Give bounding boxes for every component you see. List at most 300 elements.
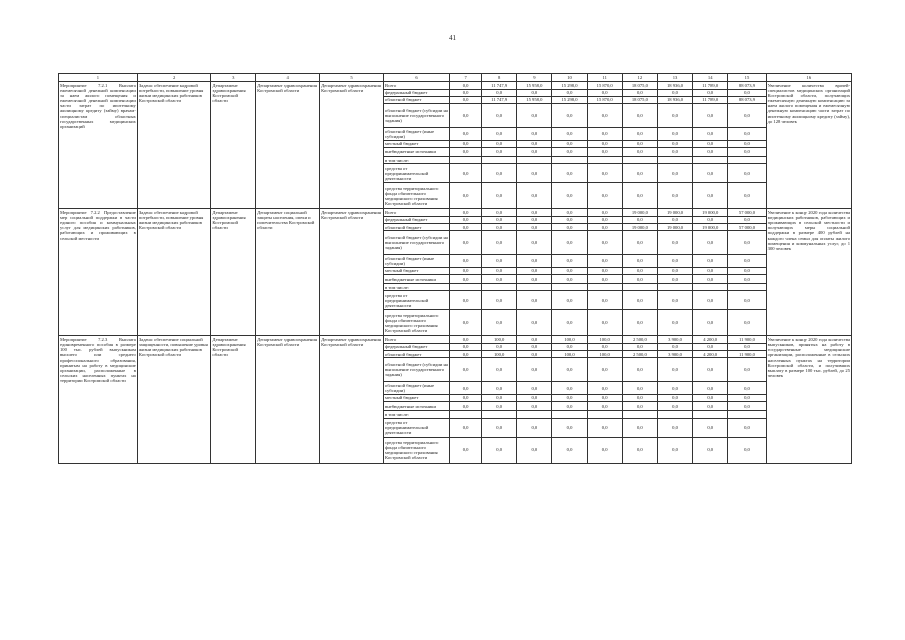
amount-cell: 0,0 [517, 147, 552, 156]
amount-cell: 0,0 [693, 310, 728, 336]
expected-result-cell: Увеличение количества врачей-специалистов медицинских организаций Костромской области, получающих ежемесячную денежную компенсацию за наем жилого помещения и ежемесячную денежную компенсацию части затрат по ипотечному жилищному кредиту (займу), до 128 человек [766, 82, 851, 209]
amount-cell: 0,0 [728, 291, 766, 310]
column-number: 9 [517, 74, 552, 82]
budget-table [58, 73, 852, 464]
amount-cell: 0,0 [587, 394, 622, 401]
amount-cell: 0,0 [657, 382, 692, 394]
amount-cell: 57 000,0 [728, 209, 766, 216]
amount-cell: 0,0 [728, 89, 766, 96]
amount-cell [657, 284, 692, 291]
task-cell: Задача: обеспечение кадровой потребности, повышение уровня жизни медицинских работников Костромской области [137, 82, 211, 209]
customer-cell: Департамент здравоохранения Костромской области [256, 336, 320, 463]
amount-cell: 0,0 [622, 291, 657, 310]
funding-source: областной бюджет [384, 96, 450, 103]
amount-cell: 0,0 [450, 183, 482, 209]
amount-cell: 0,0 [728, 343, 766, 350]
amount-cell [728, 284, 766, 291]
amount-cell: 0,0 [552, 402, 587, 411]
funding-source: областной бюджет (иные субсидии) [384, 255, 450, 267]
amount-cell: 0,0 [657, 183, 692, 209]
amount-cell: 0,0 [552, 267, 587, 274]
page-number: 41 [449, 34, 456, 42]
amount-cell: 0,0 [482, 89, 517, 96]
funding-source: в том числе: [384, 156, 450, 163]
amount-cell: 0,0 [622, 216, 657, 223]
funding-source: местный бюджет [384, 267, 450, 274]
task-cell: Задача: обеспечение социальной защищенности, повышение уровня жизни медицинских работников Костромской области [137, 336, 211, 463]
amount-cell: 0,0 [450, 291, 482, 310]
task-cell: Задача: обеспечение кадровой потребности, повышение уровня жизни медицинских работников Костромской области [137, 209, 211, 336]
amount-cell: 0,0 [587, 418, 622, 437]
amount-cell: 11 789,0 [693, 96, 728, 103]
amount-cell: 0,0 [587, 209, 622, 216]
amount-cell: 0,0 [693, 394, 728, 401]
amount-cell: 0,0 [622, 418, 657, 437]
amount-cell: 0,0 [482, 216, 517, 223]
amount-cell [552, 284, 587, 291]
amount-cell: 0,0 [450, 336, 482, 343]
measure-cell: Мероприятие 7.2.3 Выплата единовременного пособия в размере 100 тыс. рублей выпускникам высшего или среднего профессионального образования, принятым на работу в медицинские организации, расположенные в сельских населенных пунктах на территории Костромской области [59, 336, 138, 463]
amount-cell: 0,0 [482, 382, 517, 394]
amount-cell: 0,0 [517, 104, 552, 128]
amount-cell: 100,0 [587, 336, 622, 343]
amount-cell: 0,0 [728, 164, 766, 183]
amount-cell: 0,0 [657, 231, 692, 255]
amount-cell: 0,0 [657, 402, 692, 411]
amount-cell: 0,0 [482, 147, 517, 156]
amount-cell: 0,0 [552, 209, 587, 216]
amount-cell: 0,0 [517, 275, 552, 284]
amount-cell: 0,0 [450, 394, 482, 401]
expected-result-cell: Увеличение к концу 2020 года количества выпускников, принятых на работу в государственные медицинские организации, расположенные в сельских населенных пунктах на территории Костромской области, и получивших выплату в размере 100 тыс. рублей, до 25 человек [766, 336, 851, 463]
amount-cell: 0,0 [657, 291, 692, 310]
amount-cell: 0,0 [693, 418, 728, 437]
amount-cell: 0,0 [552, 128, 587, 140]
amount-cell [587, 156, 622, 163]
amount-cell: 0,0 [587, 183, 622, 209]
table-body [59, 82, 852, 463]
amount-cell [622, 156, 657, 163]
amount-cell: 0,0 [622, 402, 657, 411]
amount-cell: 0,0 [450, 275, 482, 284]
amount-cell: 0,0 [657, 358, 692, 382]
amount-cell [517, 411, 552, 418]
amount-cell: 3 900,0 [657, 336, 692, 343]
amount-cell [517, 284, 552, 291]
amount-cell: 0,0 [657, 310, 692, 336]
amount-cell: 0,0 [517, 343, 552, 350]
amount-cell: 0,0 [450, 140, 482, 147]
amount-cell [693, 284, 728, 291]
amount-cell: 0,0 [482, 394, 517, 401]
funding-source: внебюджетные источники [384, 275, 450, 284]
funding-source: Всего [384, 209, 450, 216]
amount-cell: 0,0 [482, 231, 517, 255]
funding-source: федеральный бюджет [384, 89, 450, 96]
amount-cell: 0,0 [622, 104, 657, 128]
amount-cell: 0,0 [622, 358, 657, 382]
amount-cell: 0,0 [657, 267, 692, 274]
amount-cell: 0,0 [728, 128, 766, 140]
column-number: 7 [450, 74, 482, 82]
customer-cell: Департамент социальной защиты населения, опеки и попечительства Костромской области [256, 209, 320, 336]
amount-cell: 0,0 [657, 418, 692, 437]
amount-cell: 0,0 [622, 437, 657, 463]
column-number: 14 [693, 74, 728, 82]
amount-cell: 57 000,0 [728, 223, 766, 230]
table-row [59, 82, 852, 89]
amount-cell: 0,0 [552, 382, 587, 394]
column-number: 4 [256, 74, 320, 82]
amount-cell: 0,0 [657, 89, 692, 96]
amount-cell: 0,0 [657, 343, 692, 350]
amount-cell: 0,0 [728, 310, 766, 336]
executor-cell: Департамент здравоохранения Костромской области [320, 82, 384, 209]
column-number: 16 [766, 74, 851, 82]
amount-cell [622, 411, 657, 418]
amount-cell: 15 958,0 [517, 82, 552, 89]
funding-source: средства территориального фонда обязательного медицинского страхования Костромской области [384, 310, 450, 336]
executor-cell: Департамент здравоохранения Костромской области [320, 336, 384, 463]
amount-cell: 18 936,0 [657, 82, 692, 89]
amount-cell [450, 411, 482, 418]
amount-cell: 11 747,9 [482, 96, 517, 103]
amount-cell: 0,0 [657, 216, 692, 223]
amount-cell: 0,0 [450, 82, 482, 89]
amount-cell: 0,0 [728, 216, 766, 223]
funding-source: внебюджетные источники [384, 147, 450, 156]
amount-cell: 11 900,0 [728, 351, 766, 358]
amount-cell: 0,0 [622, 89, 657, 96]
column-number: 5 [320, 74, 384, 82]
amount-cell [728, 156, 766, 163]
amount-cell: 0,0 [622, 382, 657, 394]
amount-cell: 0,0 [517, 394, 552, 401]
funding-source: федеральный бюджет [384, 216, 450, 223]
amount-cell: 0,0 [552, 223, 587, 230]
amount-cell: 0,0 [693, 255, 728, 267]
amount-cell: 0,0 [693, 267, 728, 274]
amount-cell: 0,0 [517, 140, 552, 147]
amount-cell: 0,0 [450, 89, 482, 96]
amount-cell: 0,0 [622, 147, 657, 156]
amount-cell: 0,0 [622, 164, 657, 183]
amount-cell: 0,0 [482, 418, 517, 437]
amount-cell: 0,0 [693, 291, 728, 310]
amount-cell: 0,0 [622, 394, 657, 401]
amount-cell [693, 411, 728, 418]
amount-cell: 0,0 [517, 437, 552, 463]
amount-cell: 0,0 [450, 128, 482, 140]
amount-cell: 0,0 [622, 275, 657, 284]
column-number: 13 [657, 74, 692, 82]
amount-cell: 3 900,0 [657, 351, 692, 358]
amount-cell: 0,0 [728, 418, 766, 437]
amount-cell: 0,0 [657, 140, 692, 147]
amount-cell: 0,0 [552, 147, 587, 156]
amount-cell: 0,0 [693, 402, 728, 411]
amount-cell: 0,0 [517, 336, 552, 343]
amount-cell: 0,0 [482, 104, 517, 128]
customer-cell: Департамент здравоохранения Костромской области [256, 82, 320, 209]
amount-cell: 0,0 [552, 216, 587, 223]
amount-cell: 100,0 [552, 351, 587, 358]
funding-source: областной бюджет [384, 351, 450, 358]
amount-cell: 0,0 [728, 104, 766, 128]
column-number: 2 [137, 74, 211, 82]
amount-cell: 0,0 [587, 104, 622, 128]
amount-cell: 0,0 [552, 358, 587, 382]
amount-cell: 0,0 [482, 275, 517, 284]
amount-cell: 0,0 [728, 255, 766, 267]
amount-cell: 0,0 [552, 310, 587, 336]
amount-cell: 0,0 [657, 128, 692, 140]
funding-source: средства от предпринимательской деятельности [384, 291, 450, 310]
amount-cell: 0,0 [450, 223, 482, 230]
column-number: 10 [552, 74, 587, 82]
funding-source: областной бюджет [384, 223, 450, 230]
amount-cell: 0,0 [693, 128, 728, 140]
amount-cell: 19 000,0 [657, 209, 692, 216]
amount-cell: 0,0 [693, 216, 728, 223]
amount-cell: 0,0 [482, 183, 517, 209]
funding-source: средства от предпринимательской деятельности [384, 418, 450, 437]
funding-source: местный бюджет [384, 140, 450, 147]
amount-cell: 0,0 [482, 343, 517, 350]
amount-cell: 88 073,9 [728, 82, 766, 89]
amount-cell: 0,0 [517, 183, 552, 209]
amount-cell: 0,0 [587, 89, 622, 96]
amount-cell: 0,0 [728, 275, 766, 284]
column-number: 3 [211, 74, 256, 82]
column-number: 8 [482, 74, 517, 82]
amount-cell: 0,0 [552, 140, 587, 147]
amount-cell: 0,0 [450, 310, 482, 336]
amount-cell: 0,0 [482, 310, 517, 336]
amount-cell: 0,0 [693, 147, 728, 156]
amount-cell: 0,0 [657, 394, 692, 401]
amount-cell: 0,0 [657, 437, 692, 463]
amount-cell: 11 747,9 [482, 82, 517, 89]
amount-cell: 0,0 [450, 402, 482, 411]
amount-cell: 0,0 [657, 275, 692, 284]
amount-cell: 19 000,0 [622, 223, 657, 230]
amount-cell: 0,0 [728, 382, 766, 394]
amount-cell: 0,0 [587, 255, 622, 267]
amount-cell: 0,0 [552, 291, 587, 310]
column-number: 1 [59, 74, 138, 82]
amount-cell: 0,0 [693, 437, 728, 463]
amount-cell: 100,0 [587, 351, 622, 358]
amount-cell: 0,0 [587, 437, 622, 463]
measure-cell: Мероприятие 7.2.1 Выплата ежемесячной денежной компенсации за наем жилого помещения и ежемесячной денежной компенсации части затрат по ипотечному жилищному кредиту (займу) врачам-специалистам областных государственных медицинских организаций [59, 82, 138, 209]
funding-source: федеральный бюджет [384, 343, 450, 350]
amount-cell: 0,0 [693, 358, 728, 382]
funding-source: областной бюджет (иные субсидии) [384, 128, 450, 140]
amount-cell: 0,0 [482, 267, 517, 274]
amount-cell: 0,0 [517, 231, 552, 255]
amount-cell [587, 284, 622, 291]
amount-cell: 0,0 [622, 343, 657, 350]
amount-cell: 0,0 [450, 343, 482, 350]
responsible-cell: Департамент здравоохранения Костромской области [211, 209, 256, 336]
amount-cell [517, 156, 552, 163]
amount-cell: 0,0 [728, 183, 766, 209]
amount-cell: 0,0 [450, 216, 482, 223]
funding-source: средства территориального фонда обязательного медицинского страхования Костромской области [384, 183, 450, 209]
amount-cell: 0,0 [552, 89, 587, 96]
amount-cell [482, 411, 517, 418]
funding-source: внебюджетные источники [384, 402, 450, 411]
amount-cell: 0,0 [587, 402, 622, 411]
amount-cell: 0,0 [482, 291, 517, 310]
amount-cell: 100,0 [482, 351, 517, 358]
amount-cell: 0,0 [450, 418, 482, 437]
amount-cell: 0,0 [728, 267, 766, 274]
amount-cell: 0,0 [552, 255, 587, 267]
amount-cell: 0,0 [693, 89, 728, 96]
amount-cell [450, 156, 482, 163]
amount-cell: 0,0 [728, 402, 766, 411]
amount-cell: 0,0 [552, 437, 587, 463]
funding-source: Всего [384, 336, 450, 343]
column-number: 12 [622, 74, 657, 82]
amount-cell: 0,0 [693, 382, 728, 394]
expected-result-cell: Увеличение к концу 2020 года количества медицинских работников, работающих и проживающих в сельской местности и получающих меры социальной поддержки в размере 400 рублей на каждого члена семьи для оплаты жилого помещения и коммунальных услуг, до 1 300 человек [766, 209, 851, 336]
amount-cell: 0,0 [587, 275, 622, 284]
amount-cell: 0,0 [587, 164, 622, 183]
amount-cell: 19 000,0 [693, 223, 728, 230]
amount-cell: 0,0 [517, 89, 552, 96]
amount-cell: 0,0 [693, 231, 728, 255]
amount-cell: 0,0 [622, 310, 657, 336]
amount-cell: 0,0 [450, 147, 482, 156]
amount-cell: 0,0 [450, 104, 482, 128]
amount-cell: 0,0 [552, 343, 587, 350]
amount-cell: 0,0 [517, 418, 552, 437]
amount-cell [622, 284, 657, 291]
amount-cell: 0,0 [587, 267, 622, 274]
executor-cell: Департамент здравоохранения Костромской области [320, 209, 384, 336]
amount-cell: 2 500,0 [622, 351, 657, 358]
amount-cell: 0,0 [517, 128, 552, 140]
amount-cell: 0,0 [517, 382, 552, 394]
amount-cell: 100,0 [482, 336, 517, 343]
amount-cell [587, 411, 622, 418]
amount-cell: 0,0 [622, 140, 657, 147]
responsible-cell: Департамент здравоохранения Костромской области [211, 336, 256, 463]
funding-source: Всего [384, 82, 450, 89]
column-number: 6 [384, 74, 450, 82]
amount-cell: 0,0 [622, 183, 657, 209]
amount-cell: 0,0 [482, 358, 517, 382]
amount-cell: 0,0 [587, 343, 622, 350]
amount-cell: 0,0 [552, 418, 587, 437]
amount-cell: 0,0 [657, 255, 692, 267]
amount-cell: 0,0 [587, 223, 622, 230]
funding-source: средства от предпринимательской деятельности [384, 164, 450, 183]
amount-cell: 0,0 [552, 104, 587, 128]
amount-cell: 0,0 [450, 351, 482, 358]
amount-cell: 0,0 [517, 310, 552, 336]
amount-cell: 0,0 [622, 267, 657, 274]
amount-cell: 0,0 [728, 437, 766, 463]
amount-cell: 0,0 [450, 209, 482, 216]
amount-cell: 0,0 [587, 140, 622, 147]
amount-cell: 0,0 [622, 255, 657, 267]
amount-cell: 15 958,0 [517, 96, 552, 103]
amount-cell: 0,0 [450, 96, 482, 103]
amount-cell: 0,0 [587, 291, 622, 310]
amount-cell: 18 936,0 [657, 96, 692, 103]
amount-cell [482, 284, 517, 291]
funding-source: областной бюджет (субсидии на выполнение государственного задания) [384, 231, 450, 255]
amount-cell: 0,0 [482, 128, 517, 140]
funding-source: областной бюджет (субсидии на выполнение государственного задания) [384, 104, 450, 128]
funding-source: областной бюджет (субсидии на выполнение государственного задания) [384, 358, 450, 382]
amount-cell: 4 200,0 [693, 351, 728, 358]
amount-cell: 0,0 [552, 275, 587, 284]
amount-cell: 0,0 [587, 231, 622, 255]
amount-cell: 0,0 [552, 164, 587, 183]
amount-cell: 0,0 [728, 358, 766, 382]
amount-cell: 0,0 [622, 231, 657, 255]
amount-cell: 0,0 [587, 128, 622, 140]
amount-cell: 0,0 [517, 164, 552, 183]
amount-cell: 15 298,0 [552, 96, 587, 103]
amount-cell [450, 284, 482, 291]
amount-cell: 0,0 [517, 358, 552, 382]
funding-source: в том числе: [384, 411, 450, 418]
amount-cell: 0,0 [693, 140, 728, 147]
measure-cell: Мероприятие 7.2.2 Предоставление мер социальной поддержки в части единого пособия и коммунальных услуг для медицинских работников, работающих и проживающих в сельской местности [59, 209, 138, 336]
column-number-row [59, 74, 852, 82]
amount-cell: 0,0 [693, 183, 728, 209]
amount-cell: 19 000,0 [657, 223, 692, 230]
funding-source: средства территориального фонда обязательного медицинского страхования Костромской области [384, 437, 450, 463]
amount-cell: 0,0 [482, 437, 517, 463]
amount-cell: 0,0 [450, 231, 482, 255]
responsible-cell: Департамент здравоохранения Костромской области [211, 82, 256, 209]
amount-cell: 15 870,0 [587, 82, 622, 89]
table-row [59, 336, 852, 343]
amount-cell: 0,0 [450, 358, 482, 382]
amount-cell: 0,0 [450, 164, 482, 183]
funding-source: местный бюджет [384, 394, 450, 401]
amount-cell: 0,0 [450, 382, 482, 394]
amount-cell: 0,0 [728, 140, 766, 147]
amount-cell: 0,0 [693, 275, 728, 284]
amount-cell: 0,0 [482, 209, 517, 216]
amount-cell: 15 298,0 [552, 82, 587, 89]
amount-cell: 0,0 [450, 437, 482, 463]
amount-cell: 19 000,0 [622, 209, 657, 216]
column-number: 15 [728, 74, 766, 82]
amount-cell [657, 411, 692, 418]
amount-cell: 0,0 [517, 216, 552, 223]
amount-cell: 0,0 [517, 209, 552, 216]
amount-cell: 0,0 [587, 147, 622, 156]
amount-cell [482, 156, 517, 163]
amount-cell: 0,0 [622, 128, 657, 140]
amount-cell: 0,0 [693, 164, 728, 183]
amount-cell: 0,0 [693, 104, 728, 128]
amount-cell: 4 200,0 [693, 336, 728, 343]
amount-cell: 0,0 [552, 231, 587, 255]
amount-cell: 0,0 [728, 147, 766, 156]
funding-source: областной бюджет (иные субсидии) [384, 382, 450, 394]
amount-cell: 0,0 [482, 140, 517, 147]
